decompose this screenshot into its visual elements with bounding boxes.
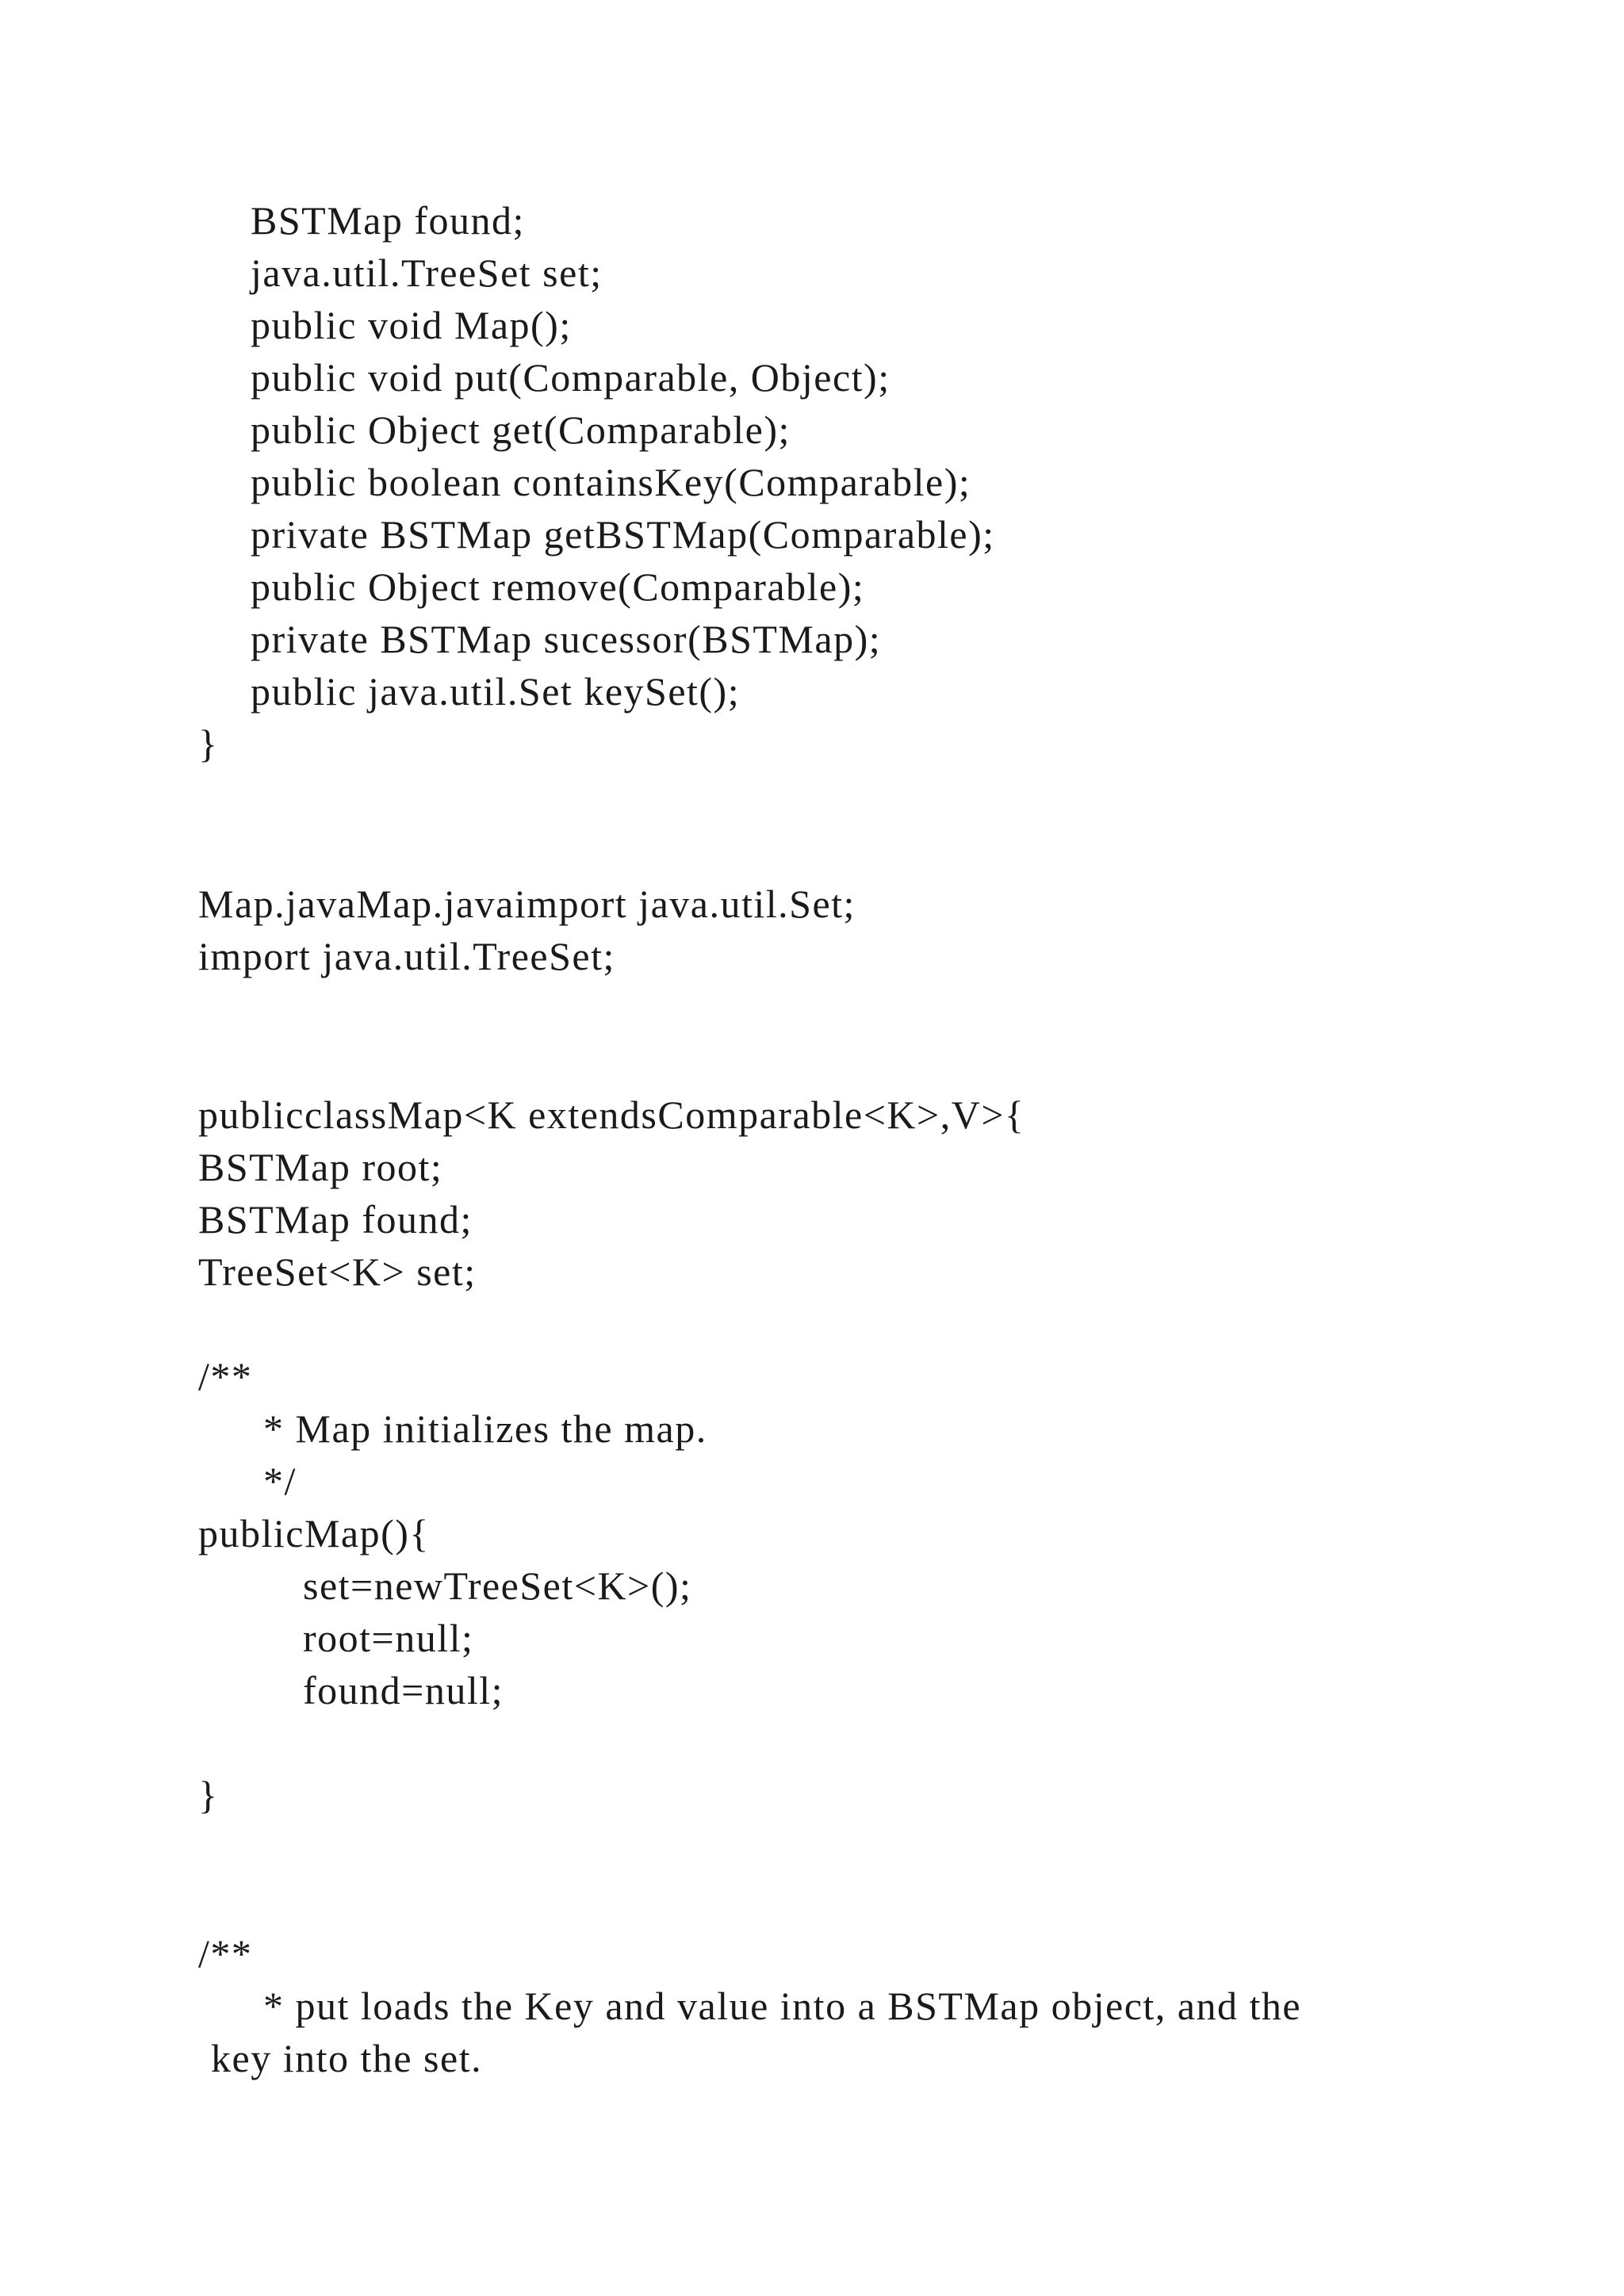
comment-body: * Map initializes the map. (263, 1406, 707, 1451)
code-line-field-found: BSTMap found; (251, 198, 525, 243)
code-line-field-root: BSTMap root; (198, 1145, 443, 1189)
code-line-method-key-set: public java.util.Set keySet(); (251, 669, 741, 714)
code-line-class-declaration: publicclassMap<K extendsComparable<K>,V>{ (198, 1093, 1025, 1137)
code-line-constructor-signature: publicMap(){ (198, 1511, 430, 1556)
code-line-import-treeset: import java.util.TreeSet; (198, 934, 615, 978)
code-line-closing-brace: } (198, 721, 219, 766)
code-line-method-put: public void put(Comparable, Object); (251, 355, 891, 400)
code-line-field-set: java.util.TreeSet set; (251, 251, 603, 295)
comment-body-put-line-2: key into the set. (211, 2036, 483, 2080)
code-line-constructor-close: } (198, 1773, 219, 1817)
comment-body-put-line-1: * put loads the Key and value into a BSTMap object, and the (263, 1984, 1302, 2028)
code-line-method-get-bstmap: private BSTMap getBSTMap(Comparable); (251, 512, 995, 557)
code-line-method-successor: private BSTMap sucessor(BSTMap); (251, 617, 882, 661)
code-line-method-get: public Object get(Comparable); (251, 408, 791, 452)
code-line-constructor-body: found=null; (303, 1668, 504, 1712)
code-line-constructor-body: root=null; (303, 1616, 474, 1660)
comment-open: /** (198, 1354, 253, 1399)
code-line-constructor-body: set=newTreeSet<K>(); (303, 1563, 692, 1608)
comment-close: */ (263, 1459, 297, 1503)
comment-open-put: /** (198, 1931, 253, 1976)
code-line-file-header: Map.javaMap.javaimport java.util.Set; (198, 882, 856, 926)
code-line-field-set-2: TreeSet<K> set; (198, 1249, 477, 1294)
code-line-method-remove: public Object remove(Comparable); (251, 564, 865, 609)
code-line-field-found-2: BSTMap found; (198, 1197, 473, 1242)
code-line-method-contains-key: public boolean containsKey(Comparable); (251, 460, 971, 504)
code-line-method-map: public void Map(); (251, 303, 572, 347)
